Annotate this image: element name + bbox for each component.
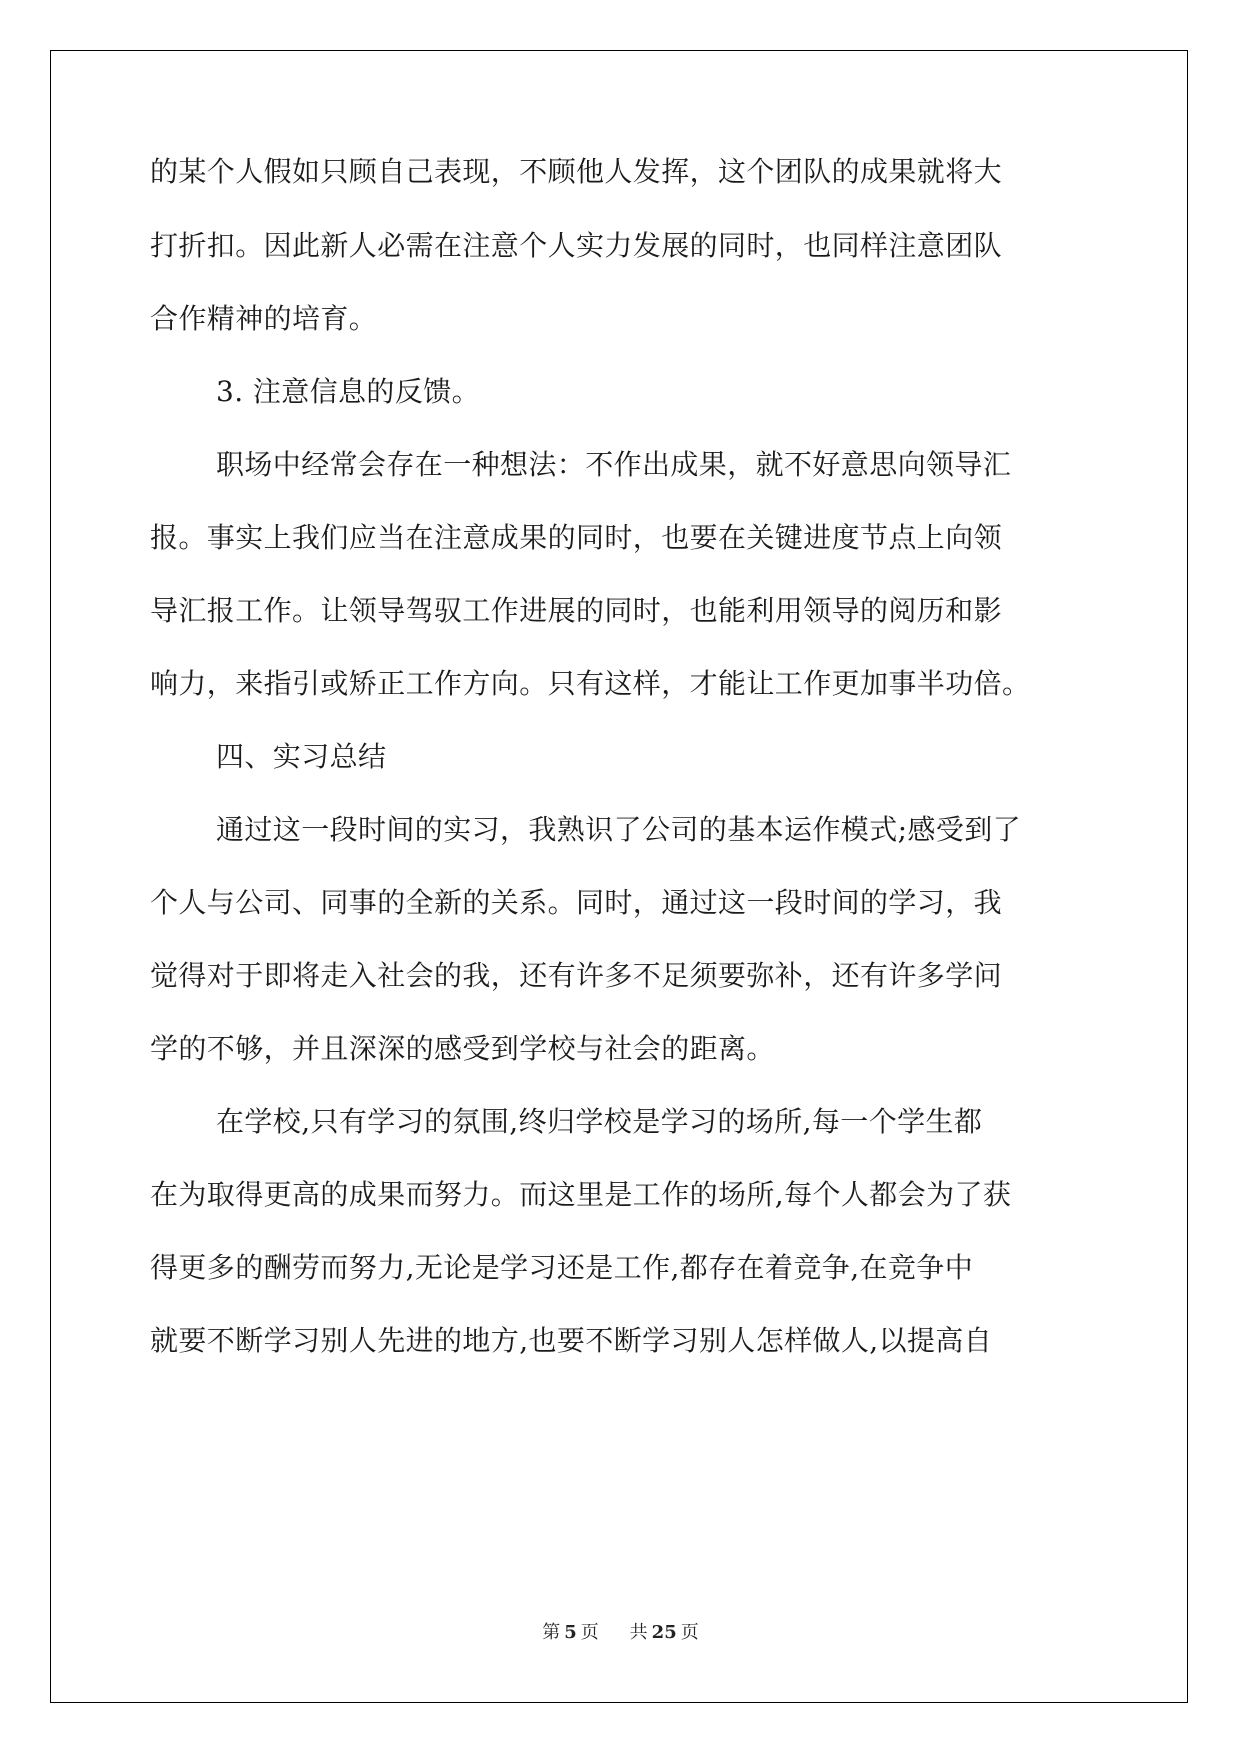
- paragraph-line: 合作精神的培育。: [150, 302, 378, 335]
- paragraph-line: 报。事实上我们应当在注意成果的同时，也要在关键进度节点上向领: [150, 521, 1003, 554]
- page-number: 第 5 页: [542, 1622, 599, 1643]
- paragraph-line: 在学校,只有学习的氛围,终归学校是学习的场所,每一个学生都: [216, 1105, 983, 1138]
- page-total: 共 25 页: [629, 1622, 699, 1643]
- paragraph-line: 个人与公司、同事的全新的关系。同时，通过这一段时间的学习，我: [150, 886, 1003, 919]
- numbered-heading: 3. 注意信息的反馈。: [216, 375, 481, 408]
- paragraph-line: 就要不断学习别人先进的地方,也要不断学习别人怎样做人,以提高自: [150, 1324, 993, 1357]
- paragraph-line: 响力，来指引或矫正工作方向。只有这样，才能让工作更加事半功倍。: [150, 667, 1031, 700]
- section-heading: 四、实习总结: [216, 740, 387, 773]
- paragraph-line: 导汇报工作。让领导驾驭工作进展的同时，也能利用领导的阅历和影: [150, 594, 1003, 627]
- paragraph-line: 的某个人假如只顾自己表现，不顾他人发挥，这个团队的成果就将大: [150, 155, 1003, 188]
- paragraph-line: 在为取得更高的成果而努力。而这里是工作的场所,每个人都会为了获: [150, 1178, 1012, 1211]
- paragraph-line: 打折扣。因此新人必需在注意个人实力发展的同时，也同样注意团队: [150, 229, 1003, 262]
- document-body: [150, 0, 1090, 1754]
- paragraph-line: 觉得对于即将走入社会的我，还有许多不足须要弥补，还有许多学问: [150, 959, 1003, 992]
- paragraph-line: 得更多的酬劳而努力,无论是学习还是工作,都存在着竞争,在竞争中: [150, 1251, 974, 1284]
- paragraph-line: 职场中经常会存在一种想法：不作出成果，就不好意思向领导汇: [216, 448, 1012, 481]
- paragraph-line: 通过这一段时间的实习，我熟识了公司的基本运作模式;感受到了: [216, 813, 1022, 846]
- page-footer: [0, 1618, 1241, 1644]
- paragraph-line: 学的不够，并且深深的感受到学校与社会的距离。: [150, 1032, 775, 1065]
